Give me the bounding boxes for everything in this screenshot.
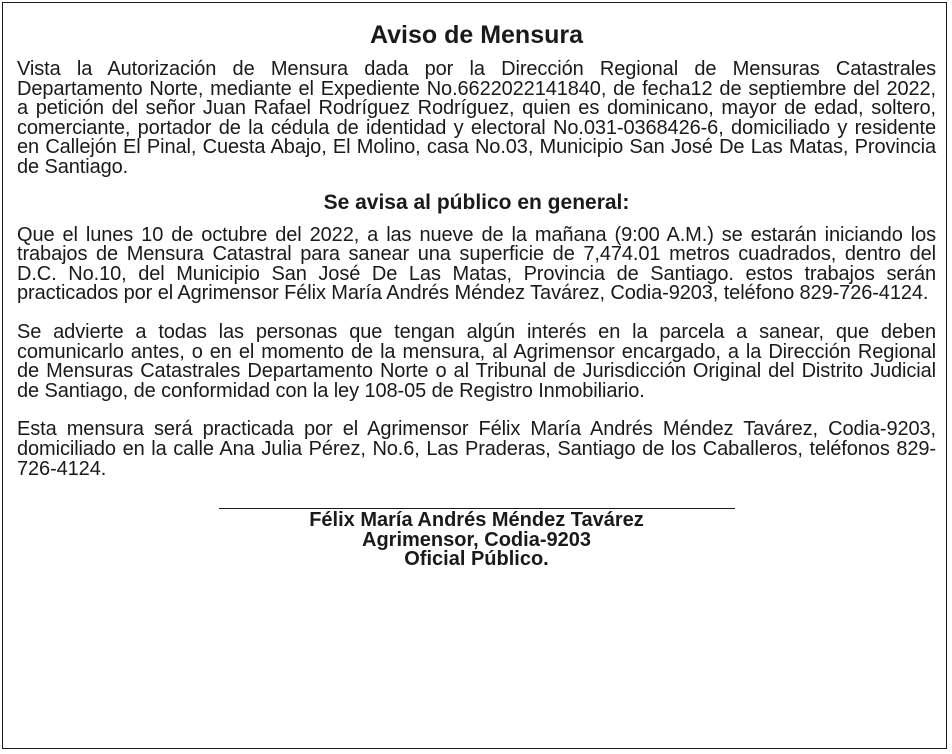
paragraph-surveyor-contact: Esta mensura será practicada por el Agrimensor Félix María Andrés Méndez Tavárez, Codia-9203, domiciliado en la calle Ana Julia Pérez, No.6, Las Praderas, Santiago de los Caballeros, teléfonos 829-726-4124. <box>17 418 936 480</box>
paragraph-warning: Se advierte a todas las personas que tengan algún interés en la parcela a sanear, que deben comunicarlo antes, o en el momento de la mensura, al Agrimensor encargado, a la Dirección Regional de Mensuras Catastrales Departamento Norte o al Tribunal de Jurisdicción Original del Distrito Judicial de Santiago, de conformidad con la ley 108-05 de Registro Inmobiliario. <box>17 320 936 402</box>
paragraph-authorization: Vista la Autorización de Mensura dada por la Dirección Regional de Mensuras Catastrales Departamento Norte, mediante el Expediente No.6622022141840, de fecha12 de septiembre del 2022, a petición del señor Juan Rafael Rodríguez Rodríguez, quien es dominicano, mayor de edad, soltero, comerciante, portador de la cédula de identidad y electoral No.031-0368426-6, domiciliado y residente en Callejón El Pinal, Cuesta Abajo, El Molino, casa No.03, Municipio San José De Las Matas, Provincia de Santiago. <box>17 58 936 178</box>
signature-name: Félix María Andrés Méndez Tavárez <box>309 509 644 532</box>
public-notice-heading: Se avisa al público en general: <box>323 190 630 214</box>
notice-body <box>17 14 936 570</box>
signature-office: Oficial Público. <box>404 548 549 571</box>
notice-title: Aviso de Mensura <box>369 21 584 49</box>
signature-role: Agrimensor, Codia-9203 <box>362 528 591 551</box>
paragraph-survey-date: Que el lunes 10 de octubre del 2022, a las nueve de la mañana (9:00 A.M.) se estarán iniciando los trabajos de Mensura Catastral para sanear una superficie de 7,474.01 metros cuadrados, dentro del D.C. No.10, del Municipio San José De Las Matas, Provincia de Santiago. estos trabajos serán practicados por el Agrimensor Félix María Andrés Méndez Tavárez, Codia-9203, teléfono 829-726-4124. <box>17 223 936 305</box>
